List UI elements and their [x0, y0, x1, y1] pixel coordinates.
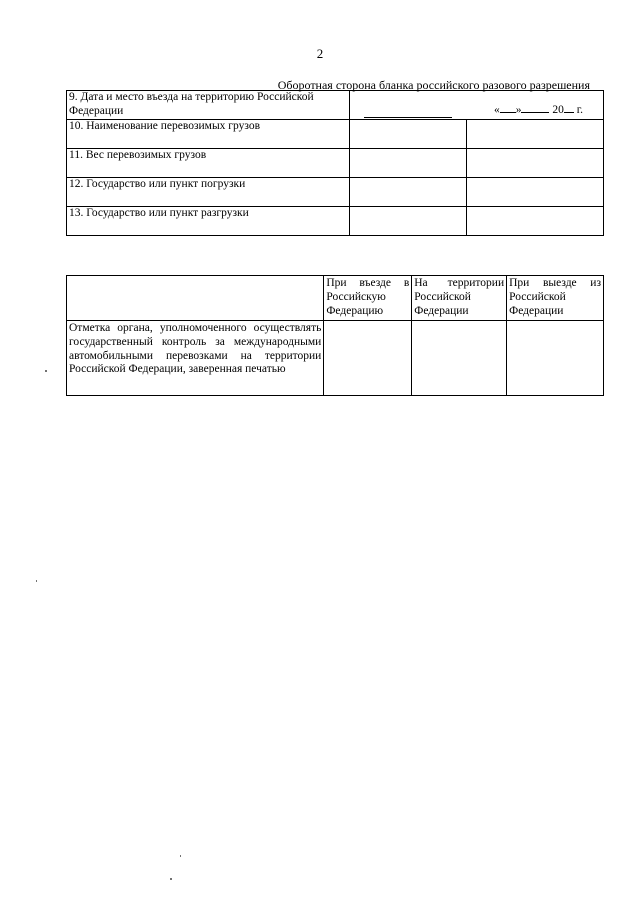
table-header-row	[67, 276, 604, 321]
cargo-name-field-2[interactable]	[467, 120, 604, 149]
scan-speck	[36, 580, 37, 582]
entry-date-field[interactable]	[349, 91, 603, 120]
loading-point-field-1[interactable]	[349, 178, 467, 207]
row-label-control-mark: Отметка органа, уполномоченного осуществлять государственный контроль за международными автомобильными перевозками на территории Российской Федерации, заверенная печатью	[67, 321, 324, 396]
row-label-unloading-point: 13. Государство или пункт разгрузки	[67, 207, 350, 236]
stamp-field-territory[interactable]	[412, 321, 507, 396]
table-row	[67, 321, 604, 396]
row-label-entry-date: 9. Дата и место въезда на территорию Российской Федерации	[67, 91, 350, 120]
row-label-cargo-weight: 11. Вес перевозимых грузов	[67, 149, 350, 178]
row-label-loading-point: 12. Государство или пункт погрузки	[67, 178, 350, 207]
stamp-field-exit[interactable]	[507, 321, 604, 396]
entry-place-blank	[364, 107, 452, 118]
stamp-field-entry[interactable]	[324, 321, 412, 396]
page-number: 2	[316, 46, 324, 61]
permit-details-table	[66, 90, 604, 236]
date-template: « » 20 г.	[493, 104, 583, 117]
scan-speck	[180, 855, 181, 857]
table-row	[67, 149, 604, 178]
scan-speck	[170, 878, 172, 880]
header-territory: На территории Российской Федерации	[412, 276, 507, 321]
header-exit: При выезде из Российской Федерации	[507, 276, 604, 321]
cargo-weight-field-2[interactable]	[467, 149, 604, 178]
table-row	[67, 207, 604, 236]
table-row	[67, 120, 604, 149]
header-entry: При въезде в Российскую Федерацию	[324, 276, 412, 321]
cargo-weight-field-1[interactable]	[349, 149, 467, 178]
unloading-point-field-1[interactable]	[349, 207, 467, 236]
row-label-cargo-name: 10. Наименование перевозимых грузов	[67, 120, 350, 149]
table-row	[67, 91, 604, 120]
scan-speck	[45, 370, 47, 372]
loading-point-field-2[interactable]	[467, 178, 604, 207]
control-marks-table	[66, 275, 604, 396]
cargo-name-field-1[interactable]	[349, 120, 467, 149]
form-caption: Оборотная сторона бланка российского разового разрешения	[277, 78, 590, 92]
header-empty-cell	[67, 276, 324, 321]
table-row	[67, 178, 604, 207]
unloading-point-field-2[interactable]	[467, 207, 604, 236]
